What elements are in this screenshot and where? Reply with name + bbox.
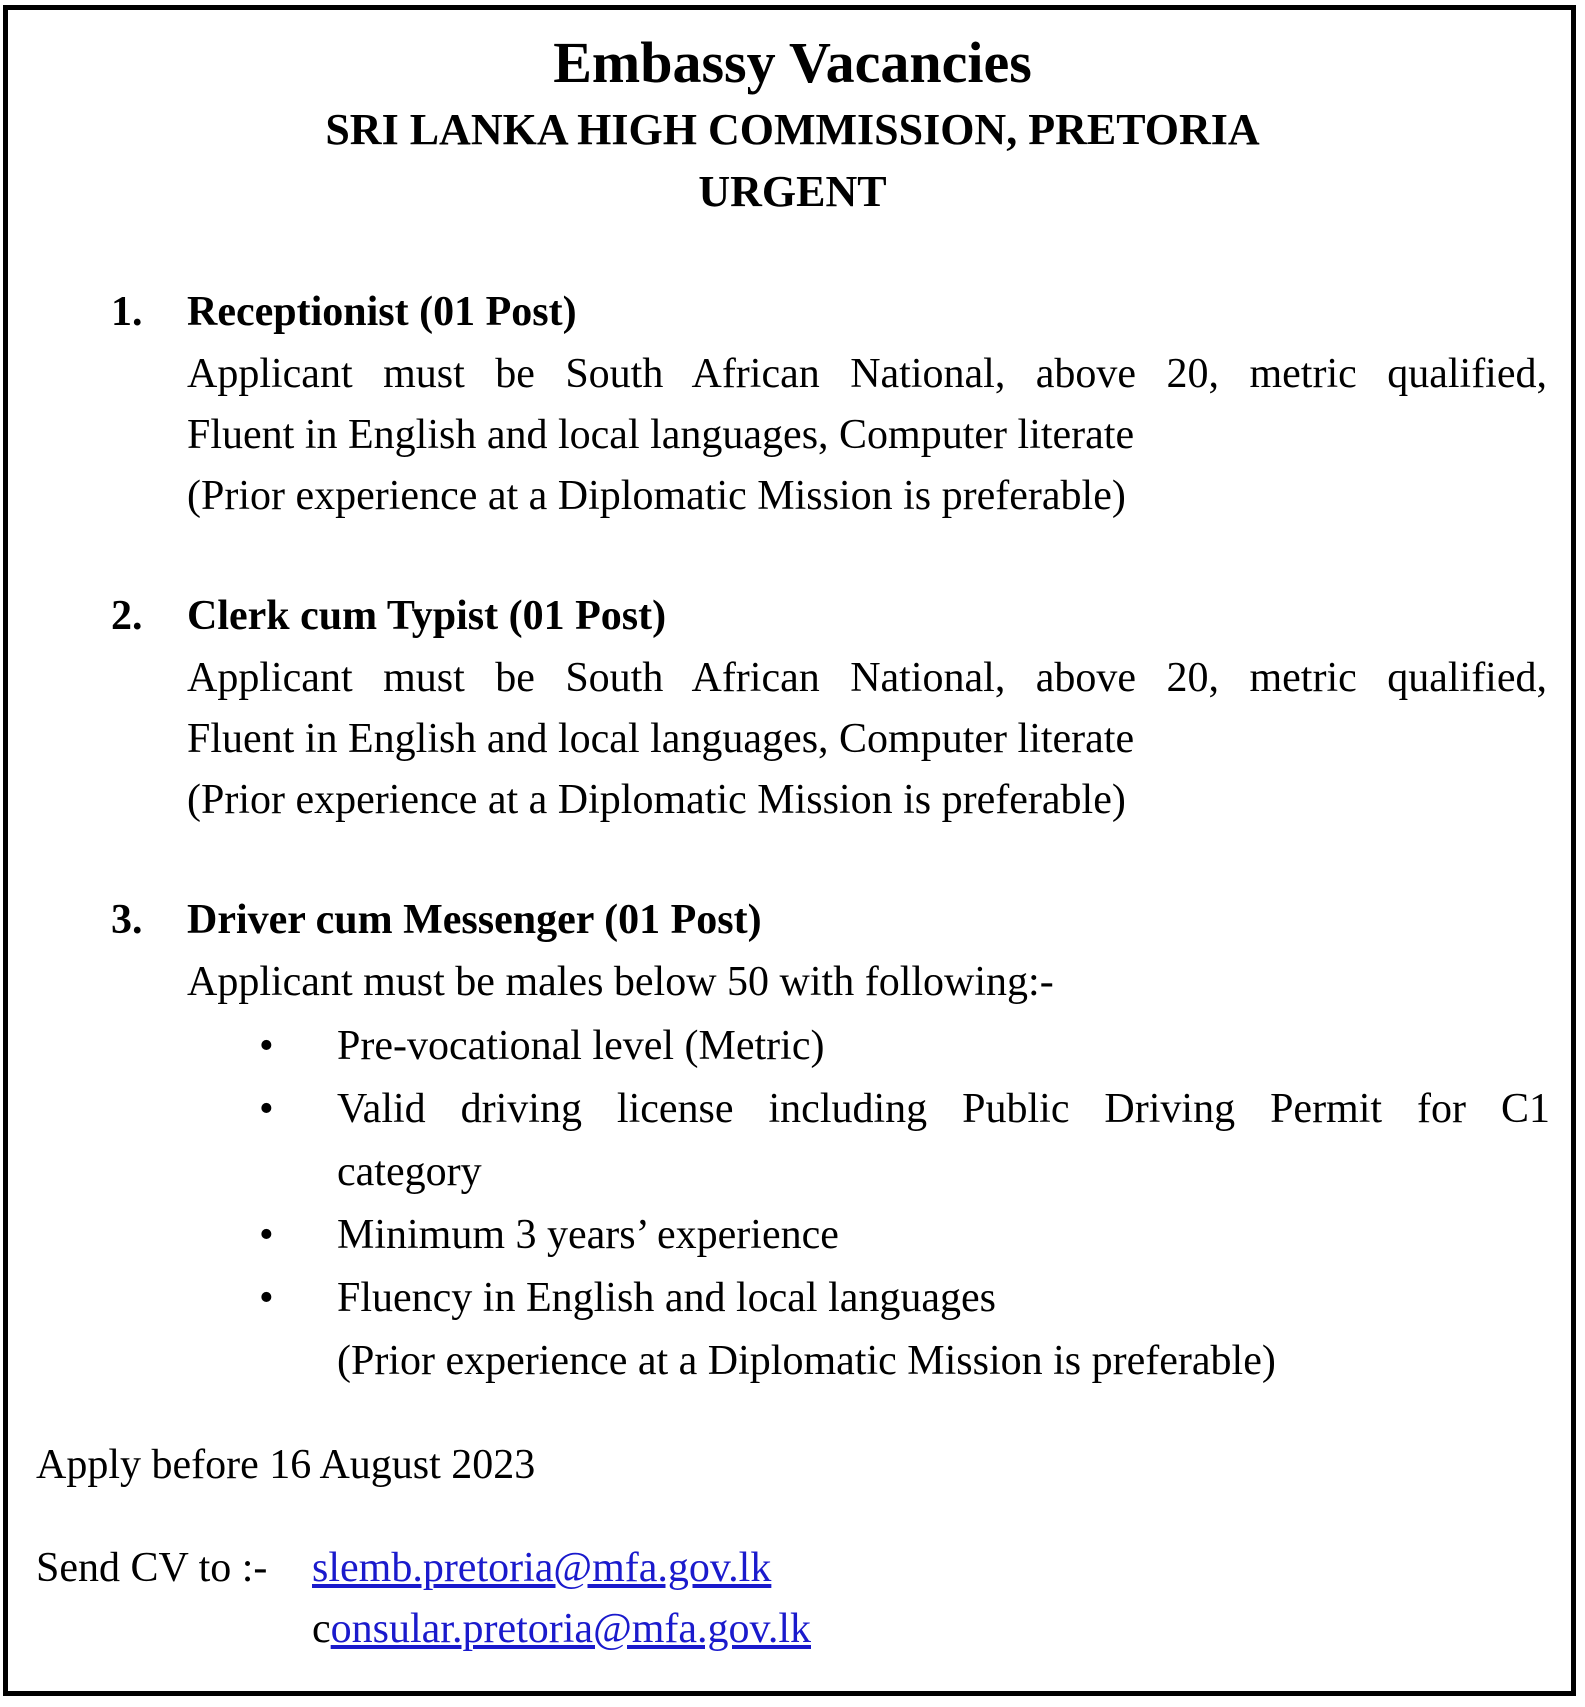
job-requirements-intro: Applicant must be males below 50 with following:- [187, 959, 1054, 1005]
job-requirements-line: Applicant must be South African National, above 20, metric qualified, [187, 351, 1547, 397]
send-cv-row [36, 1540, 267, 1596]
list-item-text: Fluency in English and local languages [337, 1275, 997, 1321]
urgency-label: URGENT [698, 167, 887, 216]
list-item [187, 1267, 1550, 1393]
list-item-text: Minimum 3 years’ experience [337, 1212, 839, 1258]
job-number: 2. [111, 593, 143, 639]
job-description [187, 952, 1550, 1384]
job-note: (Prior experience at a Diplomatic Mission is preferable) [337, 1338, 1276, 1384]
list-item-text: category [337, 1149, 482, 1195]
list-item [187, 1015, 1550, 1078]
job-note: (Prior experience at a Diplomatic Mission is preferable) [187, 473, 1126, 519]
email-primary-row [312, 1540, 771, 1596]
job-number: 1. [111, 289, 143, 335]
requirements-list [187, 1015, 1550, 1393]
job-title: Driver cum Messenger (01 Post) [187, 897, 762, 943]
job-title: Receptionist (01 Post) [187, 289, 577, 335]
list-item [187, 1204, 1550, 1267]
email-secondary-row [312, 1601, 811, 1657]
bullet-icon: • [259, 1023, 274, 1069]
job-description [187, 344, 1547, 527]
bullet-icon: • [259, 1086, 274, 1132]
job-requirements-line: Fluent in English and local languages, Computer literate [187, 716, 1135, 762]
job-number: 3. [111, 897, 143, 943]
job-title: Clerk cum Typist (01 Post) [187, 593, 667, 639]
job-description [187, 648, 1547, 831]
list-item-text: Pre-vocational level (Metric) [337, 1023, 825, 1069]
job-requirements-line: Applicant must be South African National, above 20, metric qualified, [187, 655, 1547, 701]
application-deadline: Apply before 16 August 2023 [36, 1442, 536, 1488]
list-item [187, 1078, 1550, 1204]
job-note: (Prior experience at a Diplomatic Mission is preferable) [187, 777, 1126, 823]
bullet-icon: • [259, 1275, 274, 1321]
bullet-icon: • [259, 1212, 274, 1258]
email-link-primary[interactable]: slemb.pretoria@mfa.gov.lk [312, 1545, 772, 1591]
page-title: Embassy Vacancies [553, 30, 1032, 95]
email-link-secondary[interactable]: onsular.pretoria@mfa.gov.lk [330, 1606, 811, 1652]
send-cv-label: Send CV to :- [36, 1545, 268, 1591]
list-item-text: Valid driving license including Public Driving Permit for C1 [337, 1086, 1550, 1132]
job-requirements-line: Fluent in English and local languages, Computer literate [187, 412, 1135, 458]
organization-name: SRI LANKA HIGH COMMISSION, PRETORIA [325, 105, 1260, 154]
email-secondary-prefix: c [312, 1606, 331, 1652]
